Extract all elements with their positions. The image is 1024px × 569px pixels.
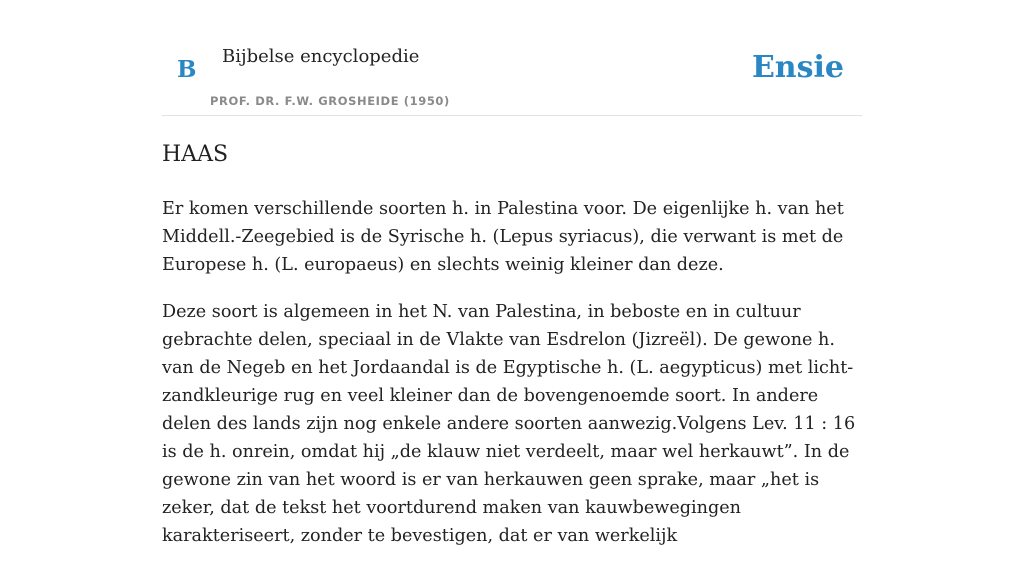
article-paragraph-1: Er komen verschillende soorten h. in Palestina voor. De eigenlijke h. van het Middell.-Zeegebied is de Syrische h. (Lepus syriacus), die verwant is met de Europese h. (L. europaeus) en slechts weinig kleiner dan deze. [162,199,844,275]
page-header [162,40,862,116]
book-initial-logo[interactable]: B [177,56,197,83]
book-title-link[interactable]: Bijbelse encyclopedie [222,46,420,67]
article-title: HAAS [162,142,229,167]
article-paragraph-2: Deze soort is algemeen in het N. van Palestina, in beboste en in cultuur gebrachte delen, speciaal in de Vlakte van Esdrelon (Jizreël). De gewone h. van de Negeb en het Jordaandal is de Egyptische h. (L. aegypticus) met licht-zandkleurige rug en veel kleiner dan de bovengenoemde soort. In andere delen des lands zijn nog enkele andere soorten aanwezig.Volgens Lev. 11 : 16 is de h. onrein, omdat hij „de klauw niet verdeelt, maar wel herkauwt”. In de gewone zin van het woord is er van herkauwen geen sprake, maar „het is zeker, dat de tekst het voortdurend maken van kauwbewegingen karakteriseert, zonder te bevestigen, dat er van werkelijk [162,302,856,546]
article [162,140,862,569]
book-author: PROF. DR. F.W. GROSHEIDE (1950) [210,94,450,108]
ensie-logo-link[interactable]: Ensie [751,50,844,85]
